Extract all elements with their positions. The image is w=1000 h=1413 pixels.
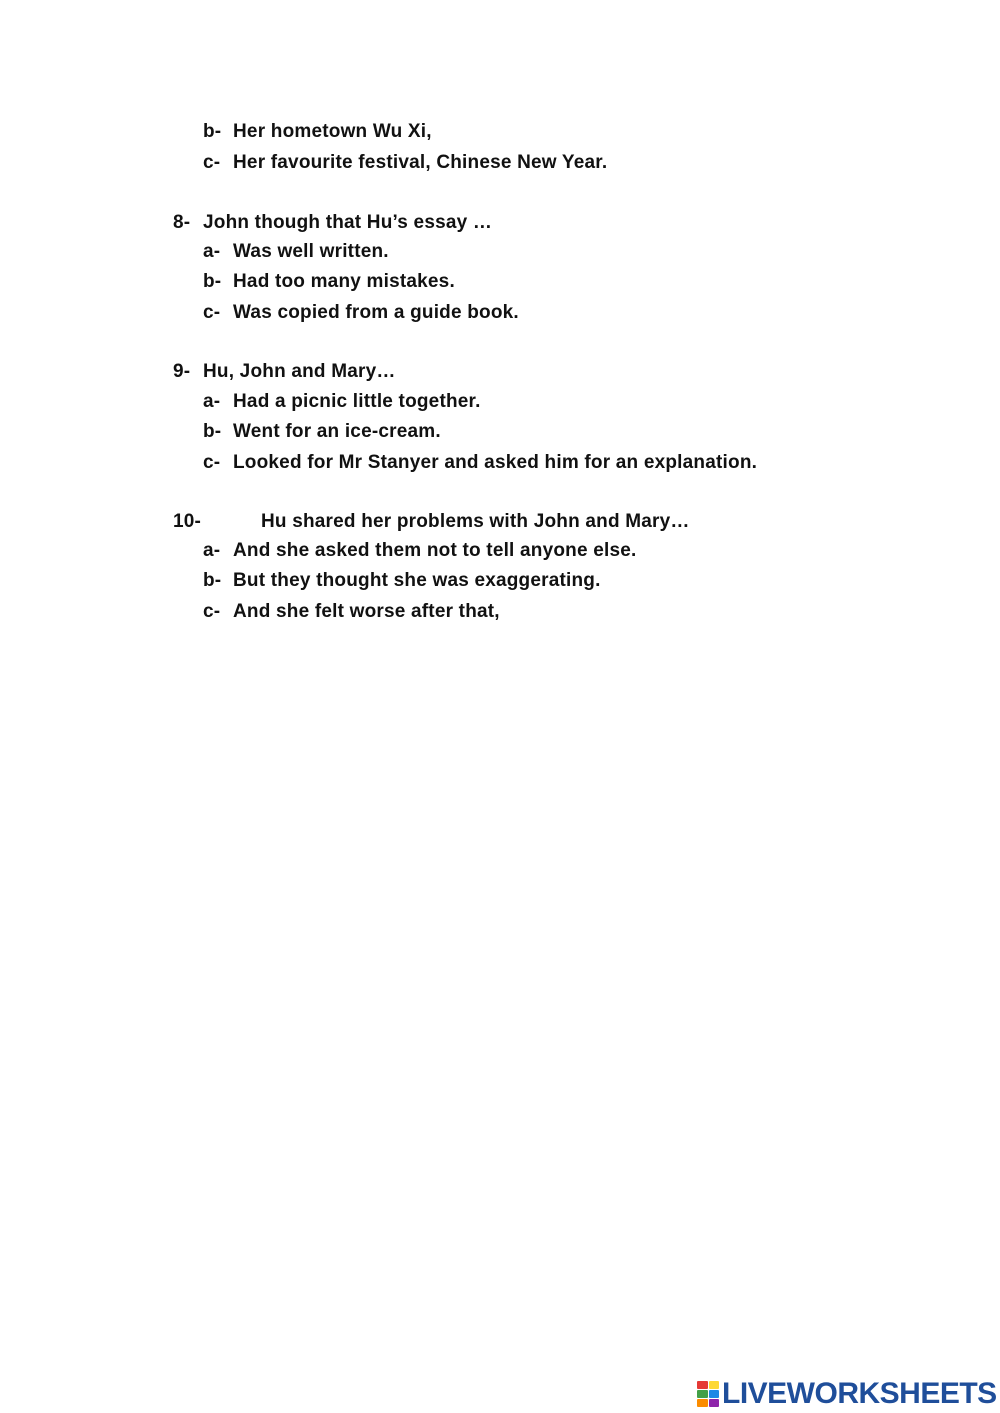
option-text: Her hometown Wu Xi, (233, 121, 432, 142)
logo-cube-icon (697, 1381, 719, 1407)
option-line (203, 151, 607, 175)
option-line (203, 569, 601, 593)
option-text: Was copied from a guide book. (233, 302, 519, 323)
option-marker: b- (203, 271, 222, 292)
liveworksheets-logo[interactable] (697, 1379, 997, 1409)
option-text: Was well written. (233, 241, 389, 262)
option-text: Had a picnic little together. (233, 391, 481, 412)
option-line (203, 451, 757, 475)
question-line (173, 510, 690, 534)
option-line (203, 301, 519, 325)
question-text: Hu, John and Mary… (203, 361, 396, 382)
option-marker: c- (203, 601, 221, 622)
question-text: Hu shared her problems with John and Mary… (261, 511, 690, 532)
option-marker: b- (203, 421, 222, 442)
option-line (203, 420, 441, 444)
question-number: 8- (173, 212, 191, 233)
option-marker: a- (203, 391, 221, 412)
option-marker: c- (203, 152, 221, 173)
option-line (203, 539, 636, 563)
option-text: And she asked them not to tell anyone else. (233, 540, 637, 561)
logo-text: LIVEWORKSHEETS (722, 1377, 997, 1410)
option-text: Went for an ice-cream. (233, 421, 441, 442)
question-text: John though that Hu’s essay … (203, 212, 493, 233)
option-line (203, 600, 500, 624)
option-text: Had too many mistakes. (233, 271, 455, 292)
option-marker: a- (203, 540, 221, 561)
option-line (203, 390, 481, 414)
question-line (173, 360, 396, 384)
question-number: 9- (173, 361, 191, 382)
option-text: But they thought she was exaggerating. (233, 570, 601, 591)
option-marker: a- (203, 241, 221, 262)
option-marker: c- (203, 302, 221, 323)
option-marker: b- (203, 121, 222, 142)
option-text: Her favourite festival, Chinese New Year. (233, 152, 608, 173)
option-line (203, 120, 432, 144)
option-marker: b- (203, 570, 222, 591)
option-line (203, 240, 389, 264)
option-line (203, 270, 455, 294)
option-text: Looked for Mr Stanyer and asked him for an explanation. (233, 452, 758, 473)
option-marker: c- (203, 452, 221, 473)
option-text: And she felt worse after that, (233, 601, 500, 622)
question-number: 10- (173, 511, 202, 532)
question-line (173, 211, 492, 235)
